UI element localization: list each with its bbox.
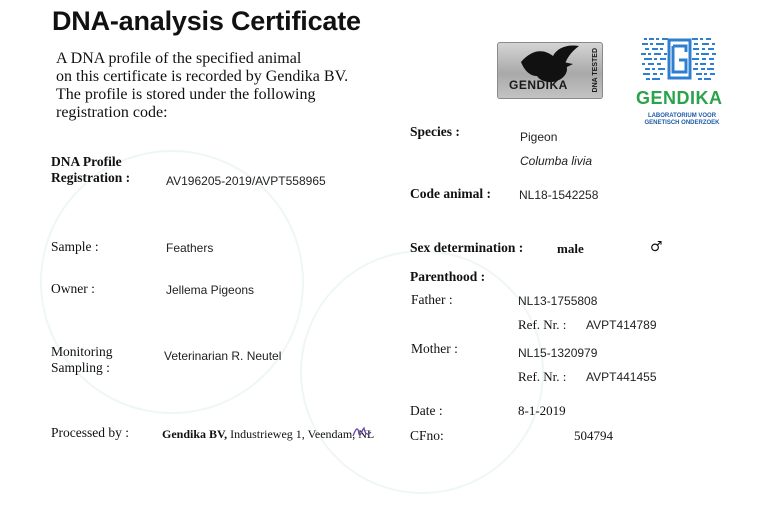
processed-name: Gendika BV, bbox=[162, 427, 228, 441]
sample-label: Sample : bbox=[51, 239, 99, 254]
cfno-value: 504794 bbox=[574, 428, 613, 443]
sex-value: male bbox=[557, 241, 584, 256]
profile-label-1: DNA Profile bbox=[51, 154, 122, 169]
processed-address: Industrieweg 1, Veendam, NL bbox=[227, 427, 375, 441]
badge-tested: DNA TESTED bbox=[592, 48, 599, 93]
profile-label-2: Registration : bbox=[51, 170, 131, 185]
cfno-label: CFno: bbox=[410, 428, 444, 443]
mother-ref-value: AVPT441455 bbox=[586, 370, 657, 384]
species-label: Species : bbox=[410, 124, 460, 139]
owner-label: Owner : bbox=[51, 281, 95, 296]
monitoring-label-1: Monitoring bbox=[51, 344, 113, 359]
watermark-circle bbox=[300, 250, 544, 494]
sample-value: Feathers bbox=[166, 241, 214, 255]
mother-value: NL15-1320979 bbox=[518, 346, 598, 360]
intro-line-1: A DNA profile of the specified animal bbox=[56, 50, 302, 67]
male-symbol-icon: ♂ bbox=[650, 239, 663, 255]
father-label: Father : bbox=[411, 292, 453, 307]
gendika-subtitle bbox=[640, 113, 724, 127]
owner-value: Jellema Pigeons bbox=[166, 283, 255, 297]
gendika-subtitle-line1: LABORATORIUM VOOR bbox=[647, 113, 717, 119]
signature-mark-icon bbox=[352, 424, 372, 440]
date-label: Date : bbox=[410, 403, 443, 418]
processed-value bbox=[162, 427, 374, 442]
mother-ref-label: Ref. Nr. : bbox=[518, 369, 567, 384]
mother-label: Mother : bbox=[411, 341, 458, 356]
code-label: Code animal : bbox=[410, 186, 491, 201]
species-common: Pigeon bbox=[520, 130, 558, 144]
gendika-subtitle-line2: GENETISCH ONDERZOEK bbox=[644, 120, 720, 126]
date-value: 8-1-2019 bbox=[518, 403, 566, 418]
certificate-title: DNA-analysis Certificate bbox=[52, 6, 361, 36]
intro-line-2: on this certificate is recorded by Gendika BV. bbox=[56, 68, 349, 85]
father-ref-value: AVPT414789 bbox=[586, 318, 657, 332]
processed-label: Processed by : bbox=[51, 425, 129, 440]
code-value: NL18-1542258 bbox=[519, 188, 599, 202]
registration-code: AV196205-2019/AVPT558965 bbox=[166, 174, 326, 188]
father-value: NL13-1755808 bbox=[518, 294, 598, 308]
parenthood-label: Parenthood : bbox=[410, 269, 486, 284]
monitoring-value: Veterinarian R. Neutel bbox=[164, 349, 282, 363]
monitoring-label-2: Sampling : bbox=[51, 360, 110, 375]
sex-label: Sex determination : bbox=[410, 240, 524, 255]
intro-line-3: The profile is stored under the following bbox=[56, 86, 316, 103]
father-ref-label: Ref. Nr. : bbox=[518, 317, 567, 332]
dna-tested-badge bbox=[497, 42, 603, 99]
species-latin: Columba livia bbox=[520, 154, 593, 168]
gendika-logo-icon bbox=[640, 36, 720, 86]
intro-line-4: registration code: bbox=[56, 104, 168, 121]
gendika-name: GENDIKA bbox=[636, 88, 723, 108]
badge-word: GENDIKA bbox=[509, 78, 568, 92]
